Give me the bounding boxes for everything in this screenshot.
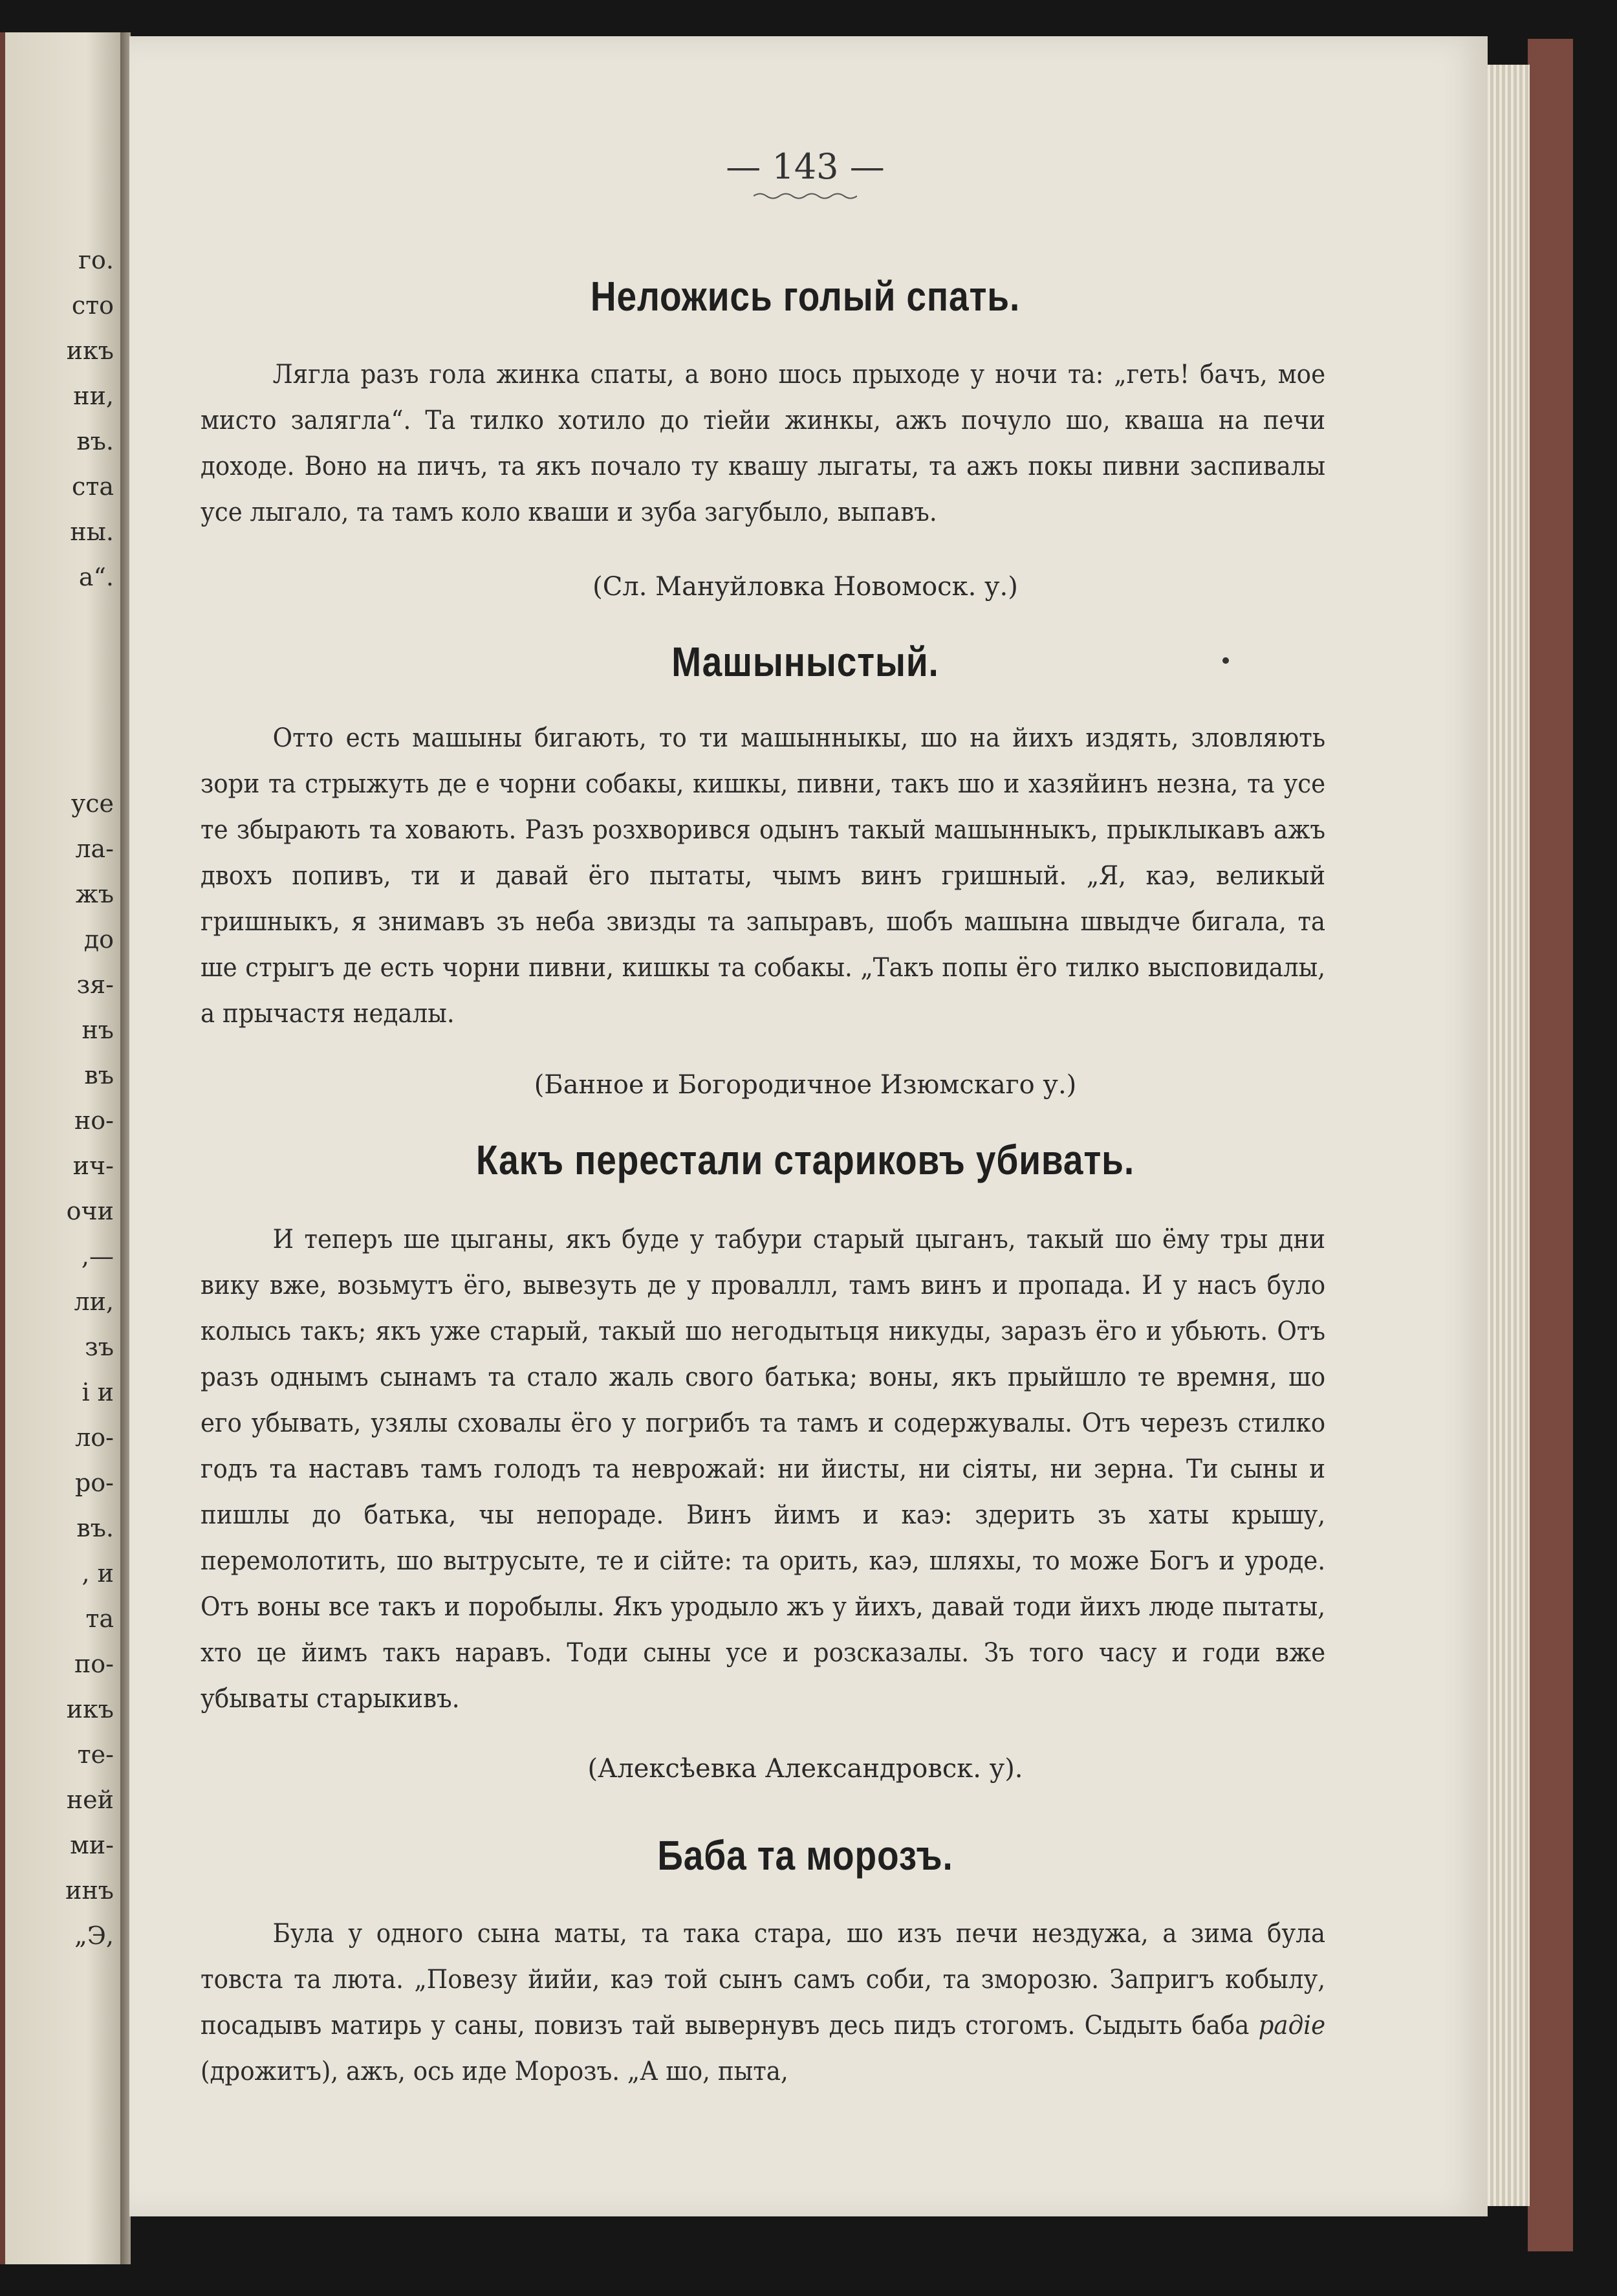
left-page-fragment: ны. [70,518,114,546]
left-page-fragment: зя- [76,970,114,999]
section-text-2: Отто есть машыны бигають, то ти машынныкы, шо на йихъ издять, зловляють зори та стрыжуть де е чорни собакы, кишкы, пивни, такъ шо и хазяйинъ незна, та усе те збырають та ховають. Разъ розхворився одынъ такый машынныкъ, прыклыкавъ ажъ двохъ попивъ, ти и давай ёго пытаты, чымъ винъ гришный. „Я, каэ, великый гришныкъ, я знимавъ зъ неба звизды та запыравъ, шобъ машына швыдче бигала, та ше стрыгъ де есть чорни пивни, кишкы та собакы. „Такъ попы ёго тилко высповидалы, а прычастя недалы. [201,723,1326,1029]
left-page-fragment: въ. [76,427,114,455]
section-text-1: Лягла разъ гола жинка спаты, а воно шось прыходе у ночи та: „геть! бачъ, мое мисто залягла“. Та тилко хотило до тіейи жинкы, ажъ почуло шо, кваша на печи доходе. Воно на пичъ, та якъ почало ту квашу лыгаты, та ажъ покы пивни заспивалы усе лыгало, та тамъ коло кваши и зуба загубыло, выпавъ. [201,360,1326,527]
section-text-4-italic: радіе [1258,2011,1326,2040]
right-page [129,36,1488,2216]
left-page-fragment: ста [72,472,114,501]
left-page-fragment: ни, [73,382,114,410]
left-page-fragment: ло- [75,1423,114,1452]
section-source-1: (Сл. Мануйловка Новомоск. у.) [592,572,1018,602]
left-page-fragment: го. [78,246,114,274]
section-source-3: (Алексѣевка Александровск. у). [587,1754,1023,1784]
left-page-fragment: очи [66,1197,114,1225]
left-page-fragment: въ. [76,1514,114,1542]
section-title-4: Баба та морозъ. [657,1832,953,1879]
left-page-fragment: икъ [66,336,114,365]
left-page-fragment: до [83,925,114,954]
back-cover-edge [1528,39,1573,2251]
left-page-fragment: инъ [65,1876,114,1905]
section-text-4-part-2: (дрожитъ), ажъ, ось иде Морозъ. „А шо, пыта, [201,2057,788,2086]
left-page-fragment: ми- [70,1831,114,1859]
page-stack-edges [1484,65,1530,2206]
left-page-fragment: икъ [66,1695,114,1723]
left-page-fragment: жъ [75,880,114,908]
left-page-fragment: по- [74,1650,114,1678]
section-title-3: Какъ перестали стариковъ убивать. [475,1137,1135,1183]
page-number-ornament [754,191,857,201]
section-title-1: Неложись голый спать. [590,273,1021,320]
left-page-fragment: ла- [75,835,114,863]
left-page-fragment: нъ [81,1016,114,1044]
left-page-fragment: зъ [85,1333,114,1361]
left-page-fragment: і и [81,1378,114,1406]
left-page-fragment: та [85,1604,114,1633]
page-number: — 143 — [726,146,885,187]
section-source-2: (Банное и Богородичное Изюмскаго у.) [534,1070,1077,1100]
left-page-fragment: ли, [74,1287,114,1316]
left-page-fragment: ней [66,1786,114,1814]
left-page-fragment: те- [77,1740,114,1769]
left-page-fragment: ,— [81,1242,114,1271]
left-page-fragment: но- [74,1106,114,1135]
section-text-4 [201,1911,1325,2095]
left-page-fragment: ро- [74,1469,114,1497]
section-text-3: И теперъ ше цыганы, якъ буде у табури старый цыганъ, такый шо ёму тры дни вику вже, возьмутъ ёго, вывезуть де у проваллл, тамъ винъ и пропада. И у насъ було колысь такъ; якъ уже старый, такый шо негодытьця никуды, заразъ ёго и убьють. Отъ разъ однымъ сынамъ та стало жаль свого батька; воны, якъ прыйшло те времня, шо его убывать, узялы сховалы ёго у погрибъ та тамъ и содержувалы. Отъ черезъ стилко годъ та наставъ тамъ голодъ та неврожай: ни йисты, ни сіяты, ни зерна. Ти сыны и пишлы до батька, чы непораде. Винъ йимъ и каэ: здерить зъ хаты крышу, перемолотить, шо вытрусыте, те и сійте: та орить, каэ, шляхы, то може Богъ и уроде. Отъ воны все такъ и поробылы. Якъ уродыло жъ у йихъ, давай тоди йихъ люде пытаты, хто це йимъ такъ наравъ. Тоди сыны усе и розсказалы. Зъ того часу и годи вже убываты старыкивъ. [201,1225,1326,1714]
print-speck [1222,657,1229,664]
left-page-fragment: „Э, [74,1921,114,1950]
left-page-fragment: усе [71,789,114,818]
left-page-fragment: , и [81,1559,114,1588]
left-page-fragment: ич- [72,1152,114,1180]
section-title-2: Машыныстый. [671,639,939,685]
left-cover-edge [0,32,5,2264]
section-text-4-part-1: Була у одного сына маты, та така стара, шо изъ печи нездужа, а зима була товста та люта. „Повезу йийи, каэ той сынъ самъ соби, та зморозю. Запригъ кобылу, посадывъ матирь у саны, повизъ тай вывернувъ десь пидъ стогомъ. Сыдыть баба [201,1919,1326,2040]
left-page-fragment: въ [84,1061,114,1089]
left-page-fragment: а“. [78,563,114,591]
left-page-fragment: сто [71,291,114,320]
left-facing-page [0,32,123,2264]
